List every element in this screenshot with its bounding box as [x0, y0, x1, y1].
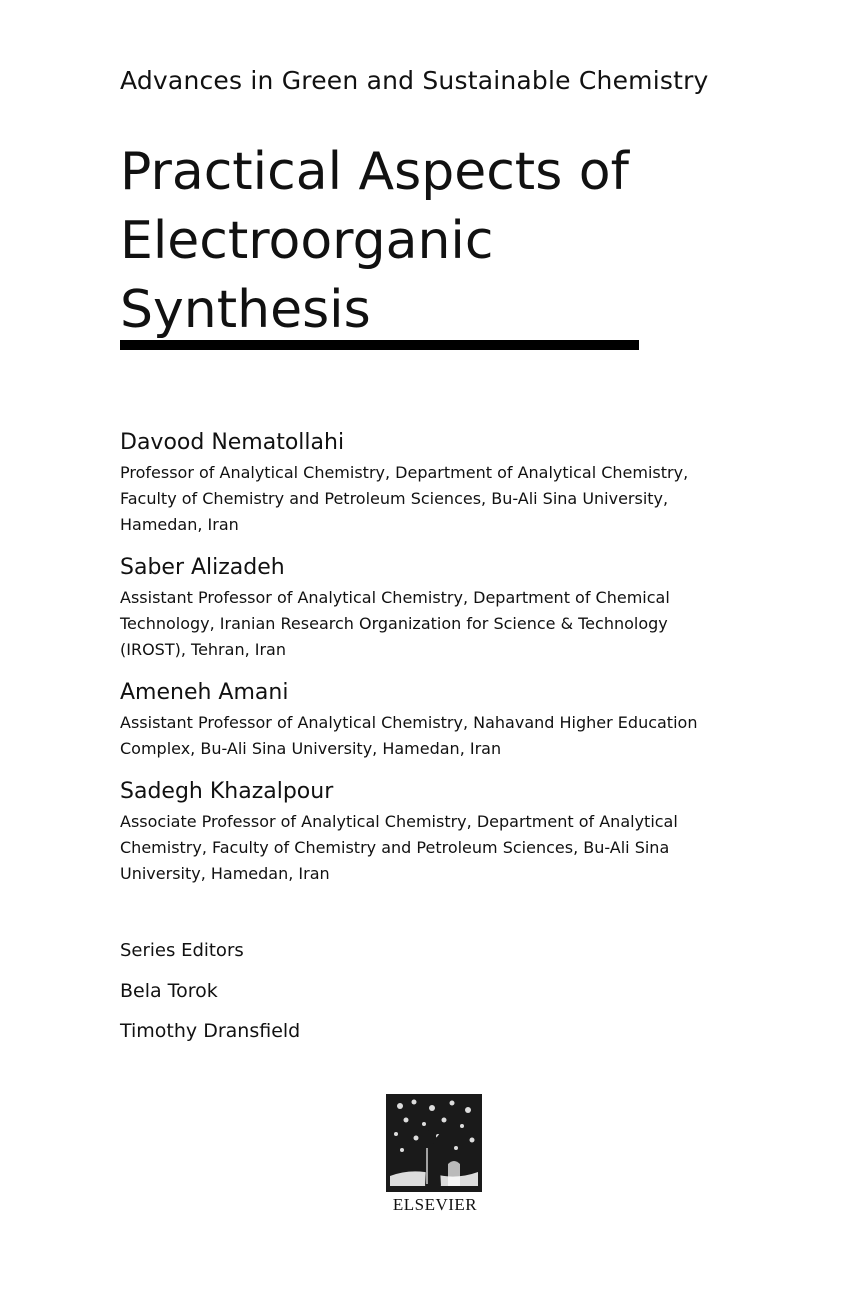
- title-rule: [120, 340, 639, 350]
- author-name: Sadegh Khazalpour: [120, 779, 334, 804]
- publisher-logo-text: ELSEVIER: [392, 1195, 478, 1214]
- affiliation-line: Hamedan, Iran: [120, 515, 239, 534]
- author-name: Davood Nematollahi: [120, 430, 345, 455]
- series-editors: [120, 936, 300, 1056]
- affiliation-line: Assistant Professor of Analytical Chemistry, Nahavand Higher Education: [120, 713, 698, 732]
- title-line: Electroorganic: [120, 211, 494, 271]
- author-affiliation: [120, 710, 760, 762]
- series-editor-name: Bela Torok: [120, 980, 218, 1002]
- affiliation-line: Assistant Professor of Analytical Chemistry, Department of Chemical: [120, 588, 670, 607]
- series-title: Advances in Green and Sustainable Chemistry: [120, 66, 709, 95]
- author-name: Ameneh Amani: [120, 680, 289, 705]
- author-affiliation: [120, 460, 760, 538]
- series-editor-name: Timothy Dransfield: [120, 1020, 301, 1042]
- author-block: [120, 676, 760, 762]
- author-affiliation: [120, 585, 760, 663]
- affiliation-line: University, Hamedan, Iran: [120, 864, 330, 883]
- title-line: Synthesis: [120, 280, 371, 340]
- affiliation-line: Chemistry, Faculty of Chemistry and Petroleum Sciences, Bu-Ali Sina: [120, 838, 670, 857]
- affiliation-line: Faculty of Chemistry and Petroleum Sciences, Bu-Ali Sina University,: [120, 489, 669, 508]
- author-affiliation: [120, 809, 760, 887]
- author-name: Saber Alizadeh: [120, 555, 285, 580]
- author-block: [120, 775, 760, 887]
- book-title: [120, 138, 629, 345]
- affiliation-line: Professor of Analytical Chemistry, Department of Analytical Chemistry,: [120, 463, 689, 482]
- author-block: [120, 551, 760, 663]
- author-block: [120, 426, 760, 538]
- title-line: Practical Aspects of: [120, 142, 629, 202]
- affiliation-line: Complex, Bu-Ali Sina University, Hamedan, Iran: [120, 739, 502, 758]
- series-editors-label: Series Editors: [120, 940, 244, 961]
- affiliation-line: (IROST), Tehran, Iran: [120, 640, 286, 659]
- affiliation-line: Associate Professor of Analytical Chemistry, Department of Analytical: [120, 812, 678, 831]
- author-list: [120, 426, 760, 900]
- affiliation-line: Technology, Iranian Research Organization for Science & Technology: [120, 614, 668, 633]
